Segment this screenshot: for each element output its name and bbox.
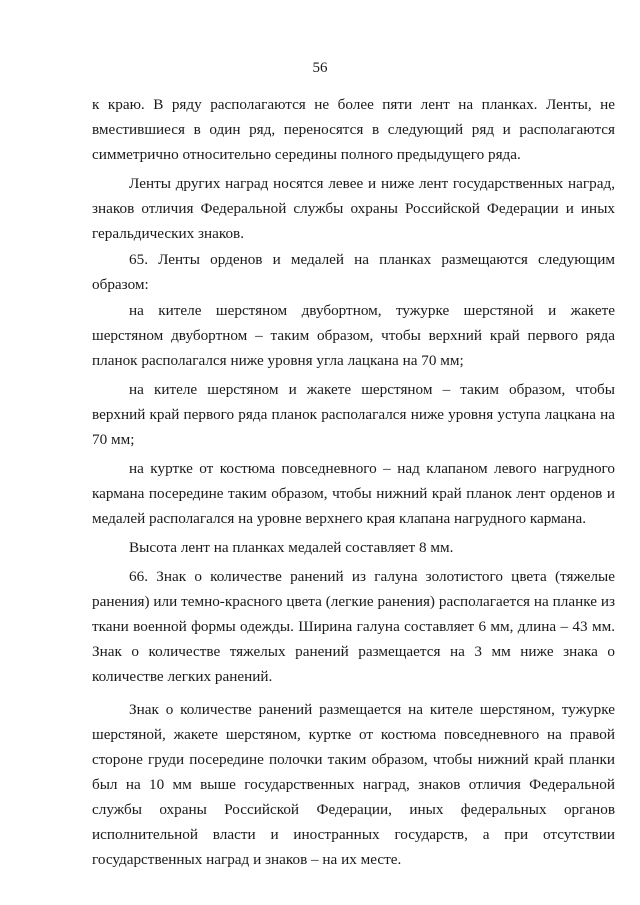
paragraph-single-breasted: на кителе шерстяном и жакете шерстяном – таким образом, чтобы верхний край первого ряда планок располагался ниже уровня уступа лацкана на 70 мм; <box>92 381 615 448</box>
paragraph-other-ribbons: Ленты других наград носятся левее и ниже лент государственных наград, знаков отличия Федеральной службы охраны Российской Федерации и иных геральдических знаков. <box>92 175 615 242</box>
paragraph-double-breasted: на кителе шерстяном двубортном, тужурке шерстяной и жакете шерстяном двубортном – таким образом, чтобы верхний край первого ряда планок располагался ниже уровня угла лацкана на 70 мм; <box>92 302 615 369</box>
page-number: 56 <box>312 60 328 76</box>
body-text <box>92 92 615 872</box>
paragraph-continuation: к краю. В ряду располагаются не более пяти лент на планках. Ленты, не вместившиеся в один ряд, переносятся в следующий ряд и располагаются симметрично относительно середины полного предыдущего ряда. <box>92 96 615 163</box>
paragraph-wound-badge-placement: Знак о количестве ранений размещается на кителе шерстяном, тужурке шерстяной, жакете шерстяном, куртке от костюма повседневного на правой стороне груди посередине полочки таким образом, чтобы нижний край планки был на 10 мм выше государственных наград, знаков отличия Федеральной службы охраны Российской Федерации, иных федеральных органов исполнительной власти и иностранных государств, а при отсутствии государственных наград и знаков – на их месте. <box>92 701 615 868</box>
paragraph-65-heading: 65. Ленты орденов и медалей на планках размещаются следующим образом: <box>92 251 615 293</box>
paragraph-casual-jacket: на куртке от костюма повседневного – над клапаном левого нагрудного кармана посередине таким образом, чтобы нижний край планок лент орденов и медалей располагался на уровне верхнего края клапана нагрудного кармана. <box>92 460 615 527</box>
paragraph-ribbon-height: Высота лент на планках медалей составляет 8 мм. <box>129 539 454 556</box>
paragraph-66-wound-badge: 66. Знак о количестве ранений из галуна золотистого цвета (тяжелые ранения) или темно-красного цвета (легкие ранения) располагается на планке из ткани военной формы одежды. Ширина галуна составляет 6 мм, длина – 43 мм. Знак о количестве тяжелых ранений размещается на 3 мм ниже знака о количестве легких ранений. <box>92 568 615 685</box>
